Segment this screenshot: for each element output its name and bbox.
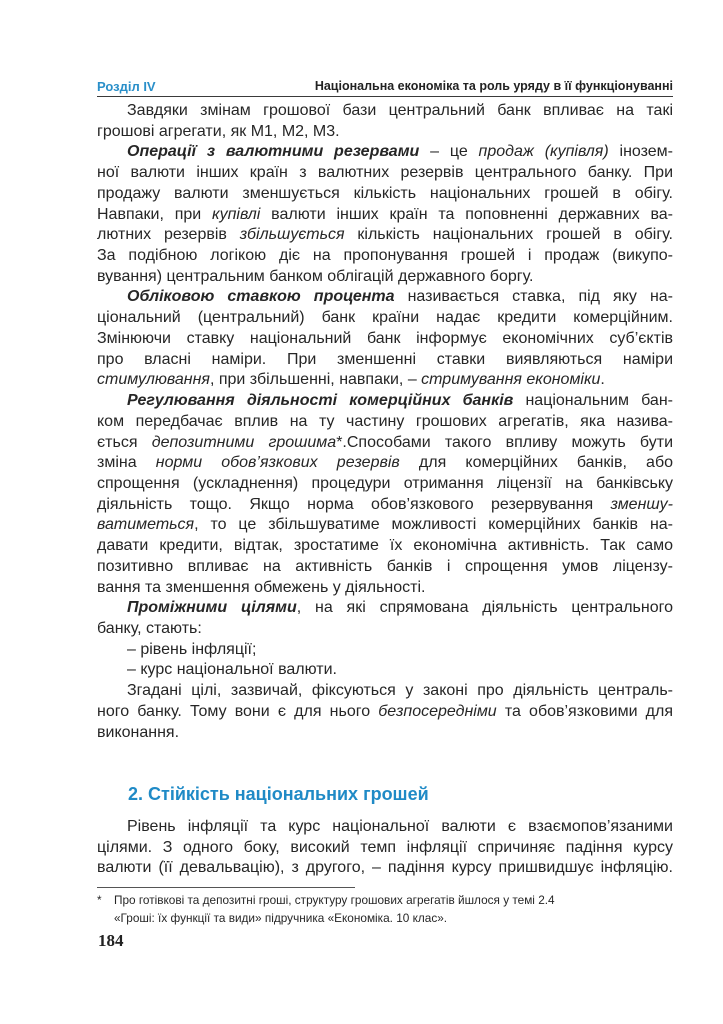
text-run: та обов’язковими для: [496, 702, 673, 720]
text-line: [97, 660, 673, 681]
text-run: спрощення (ускладнення) процедури отримання ліцензії на банківську: [97, 474, 673, 492]
section-heading: 2. Стійкість національних грошей: [128, 784, 429, 804]
text-run: продажу валюти зменшується кількість національних грошей в обігу.: [97, 184, 673, 202]
text-run: зміна: [97, 454, 156, 472]
running-header: [97, 78, 673, 97]
text-run: ного банку. Тому вони є для нього: [97, 702, 379, 720]
text-run: За подібною логікою діє на пропонування грошей і продаж (викупо-: [97, 247, 673, 265]
footnote-divider: [97, 887, 355, 888]
text-run: Завдяки змінам грошової бази центральний банк впливає на такі: [127, 102, 673, 119]
term-bold-italic: Обліковою ставкою процента: [127, 288, 395, 306]
text-run: ком передбачає вплив на ту частину грошових агрегатів, яка назива-: [97, 412, 673, 430]
emphasis-italic: зменшу-: [610, 495, 673, 513]
term-bold-italic: Операції з валютними резервами: [127, 143, 420, 161]
text-line: [97, 598, 673, 619]
text-line: [97, 817, 673, 838]
text-run: вання та зменшення обмежень у діяльності.: [97, 578, 426, 596]
text-run: валюти інших країн та поповненні державних ва-: [260, 205, 673, 223]
text-line: [97, 495, 673, 516]
section-text: [97, 817, 673, 879]
text-line: [97, 246, 673, 267]
term-bold-italic: Регулювання діяльності комерційних банків: [127, 392, 514, 410]
text-line: [97, 412, 673, 433]
text-line: [97, 619, 673, 640]
text-line: [97, 350, 673, 371]
text-run: – рівень інфляції;: [127, 640, 257, 658]
text-line: [97, 474, 673, 495]
text-run: вування) центральним банком облігацій державного боргу.: [97, 267, 534, 285]
footnote-marker: *: [97, 893, 102, 907]
text-line: [97, 453, 673, 474]
text-run: лютних резервів: [97, 226, 240, 244]
text-run: діяльність тощо. Якщо норма обов’язкового резервування: [97, 495, 611, 513]
footnote-text: Про готівкові та депозитні гроші, структуру грошових агрегатів йшлося у темі 2.4: [114, 893, 555, 907]
page-number: 184: [98, 931, 124, 950]
term-bold-italic: Проміжними цілями: [127, 599, 297, 617]
text-run: – курс національної валюти.: [127, 661, 337, 679]
text-run: , то це збільшуватиме можливості комерційних банків на-: [194, 516, 673, 534]
text-line: [97, 142, 673, 163]
text-line: [97, 308, 673, 329]
text-run: інозем-: [608, 143, 673, 161]
footnote-line: «Гроші: їх функції та види» підручника «Економіка. 10 клас».: [114, 911, 448, 925]
text-run: цілями. З одного боку, високий темп інфляції спричиняє падіння курсу: [97, 838, 673, 856]
text-line: [97, 329, 673, 350]
emphasis-italic: безпосередніми: [378, 702, 497, 720]
text-line: [97, 515, 673, 536]
emphasis-italic: депозитними грошима: [151, 433, 337, 451]
text-line: [97, 391, 673, 412]
text-line: [97, 723, 673, 744]
text-line: [97, 640, 673, 661]
text-run: для комерційних банків, або: [399, 454, 674, 472]
footnote: [97, 891, 673, 927]
text-run: про власні наміри. При зменшенні ставки виявляються наміри: [97, 350, 673, 368]
emphasis-italic: збільшується: [239, 226, 345, 244]
text-line: [97, 163, 673, 184]
text-run: , на які спрямована діяльність центрального: [296, 599, 674, 617]
text-line: [97, 578, 673, 599]
footnote-line: [97, 891, 673, 909]
text-run: позитивно впливає на активність банків і спрощення умов ліцензу-: [97, 557, 673, 575]
text-line: [97, 557, 673, 578]
text-line: [97, 433, 673, 454]
text-run: .: [600, 371, 605, 389]
text-run: грошові агрегати, як М1, М2, М3.: [97, 122, 340, 140]
emphasis-italic: продаж (купівля): [478, 143, 609, 161]
text-run: національним бан-: [513, 392, 673, 410]
text-line: [97, 536, 673, 557]
emphasis-italic: ватиметься: [97, 516, 195, 534]
text-run: ється: [97, 433, 152, 451]
text-run: Навпаки, при: [97, 205, 213, 223]
text-run: Змінюючи ставку національний банк інформує економічних суб’єктів: [97, 329, 673, 347]
text-run: валюти (її девальвацію), з другого, – падіння курсу пришвидшує інфляцію.: [97, 859, 673, 877]
section-label: Розділ IV: [97, 79, 156, 94]
emphasis-italic: стимулювання: [97, 371, 210, 389]
text-line: [97, 267, 673, 288]
emphasis-italic: купівлі: [212, 205, 261, 223]
text-line: [97, 838, 673, 859]
text-line: [97, 681, 673, 702]
emphasis-italic: стримування економіки: [421, 371, 601, 389]
text-run: банку, стають:: [97, 619, 202, 637]
emphasis-italic: норми обов’язкових резервів: [155, 454, 400, 472]
text-line: [97, 205, 673, 226]
text-run: Згадані цілі, зазвичай, фіксуються у законі про діяльність централь-: [127, 682, 673, 700]
text-line: [97, 858, 673, 879]
text-run: називається ставка, під яку на-: [394, 288, 674, 306]
body-text: [97, 101, 673, 743]
text-run: кількість національних грошей в обігу.: [344, 226, 673, 244]
text-run: ної валюти інших країн з валютних резервів центрального банку. При: [97, 164, 673, 182]
text-run: ціональний (центральний) банк країни надає кредити комерційним.: [97, 309, 673, 327]
text-run: – це: [419, 143, 479, 161]
text-line: [97, 184, 673, 205]
text-line: [97, 702, 673, 723]
text-line: [97, 370, 673, 391]
text-line: [97, 287, 673, 308]
text-run: , при збільшенні, навпаки, –: [209, 371, 422, 389]
text-run: *.Способами такого впливу можуть бути: [336, 433, 674, 451]
text-line: [97, 225, 673, 246]
text-run: давати кредити, відтак, зростатиме їх економічна активність. Так само: [97, 537, 673, 555]
text-line: [97, 101, 673, 122]
text-line: [97, 122, 673, 143]
chapter-title: Національна економіка та роль уряду в її функціонуванні: [314, 79, 673, 93]
text-run: виконання.: [97, 723, 180, 741]
text-run: Рівень інфляції та курс національної валюти є взаємопов’язаними: [127, 818, 673, 835]
